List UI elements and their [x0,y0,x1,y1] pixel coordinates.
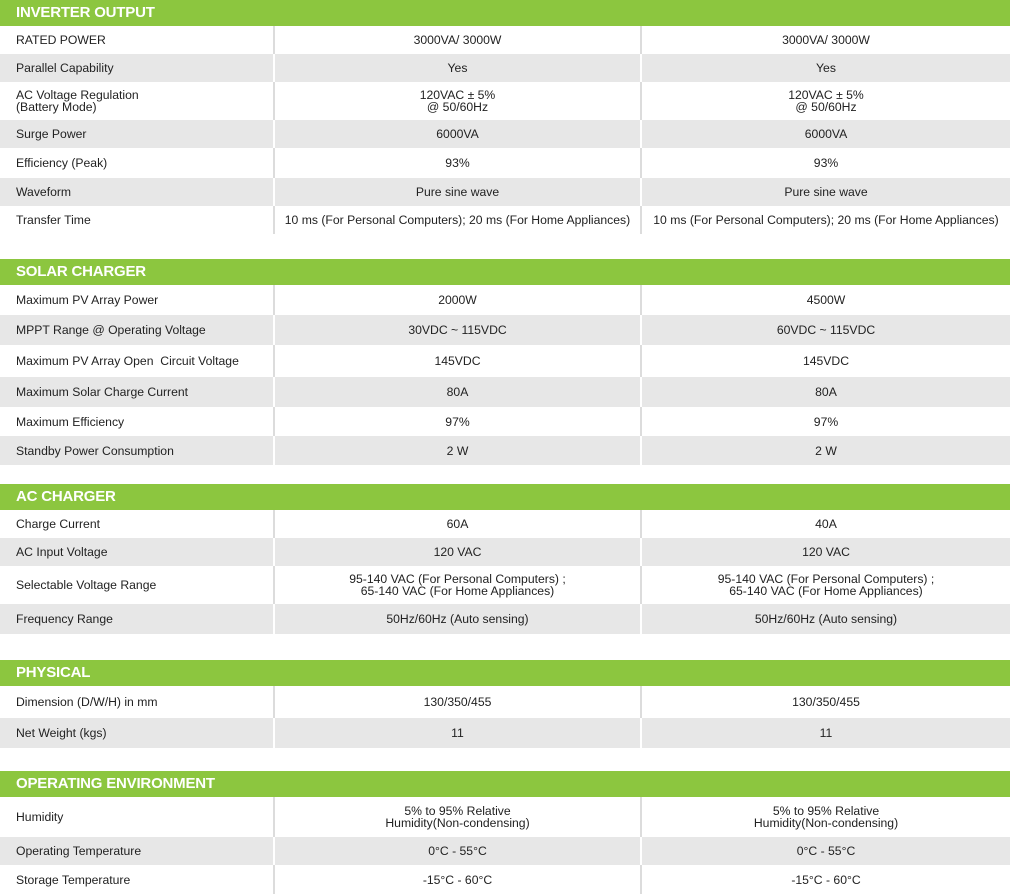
row-value-model-1: 6000VA [275,120,642,148]
row-value-model-1: -15°C - 60°C [275,865,642,894]
table-row [0,148,1010,178]
table-row [0,407,1010,436]
row-value-model-2: 93% [813,156,839,170]
row-label: Frequency Range [0,604,275,634]
row-value-model-2: 10 ms (For Personal Computers); 20 ms (For Home Appliances) [653,213,999,227]
row-value-model-2: 5% to 95% Relative Humidity(Non-condensing) [753,804,899,830]
row-value-model-2: 95-140 VAC (For Personal Computers) ; 65-140 VAC (For Home Appliances) [717,572,935,598]
row-label: MPPT Range @ Operating Voltage [0,315,275,345]
row-value-model-1: 120VAC ± 5% @ 50/60Hz [275,82,642,120]
table-row [0,538,1010,566]
row-label: Net Weight (kgs) [0,718,275,748]
row-value-model-1: 0°C - 55°C [275,837,642,865]
row-label: Maximum Efficiency [0,407,275,436]
row-label: Humidity [0,797,275,837]
row-label: Standby Power Consumption [0,436,275,465]
row-value-model-2: 11 [819,726,833,740]
row-label: Dimension (D/W/H) in mm [0,686,275,718]
row-label: Maximum PV Array Power [0,285,275,315]
section-title: INVERTER OUTPUT [0,0,1010,26]
table-row [0,837,1010,865]
row-value-model-1: 95-140 VAC (For Personal Computers) ; 65-140 VAC (For Home Appliances) [275,566,642,604]
table-row [0,82,1010,120]
row-value-model-1: 97% [275,407,642,436]
row-value-model-1: 120 VAC [275,538,642,566]
row-label: AC Voltage Regulation (Battery Mode) [0,82,275,120]
row-value-model-2: Pure sine wave [784,185,868,199]
row-label: Surge Power [0,120,275,148]
table-row [0,315,1010,345]
row-value-model-1: 2 W [275,436,642,465]
row-value-model-1: 50Hz/60Hz (Auto sensing) [275,604,642,634]
table-row [0,377,1010,407]
row-label: Waveform [0,178,275,206]
section-title: AC CHARGER [0,484,1010,510]
row-value-model-2: -15°C - 60°C [791,872,861,887]
row-value-model-2: 4500W [806,293,846,307]
table-row [0,54,1010,82]
row-label: Efficiency (Peak) [0,148,275,178]
table-row [0,566,1010,604]
section-title: PHYSICAL [0,660,1010,686]
row-value-model-1: 80A [275,377,642,407]
section-ac-charger [0,484,1010,634]
row-value-model-2: Yes [816,61,836,75]
table-row [0,285,1010,315]
row-label: RATED POWER [0,26,275,54]
row-value-model-2: 50Hz/60Hz (Auto sensing) [754,612,898,626]
row-label: Charge Current [0,510,275,538]
table-row [0,604,1010,634]
row-value-model-2: 6000VA [804,127,848,141]
row-label: Selectable Voltage Range [0,566,275,604]
table-row [0,865,1010,894]
section-title: OPERATING ENVIRONMENT [0,771,1010,797]
row-label: Parallel Capability [0,54,275,82]
table-row [0,26,1010,54]
table-row [0,510,1010,538]
row-value-model-1: 11 [275,718,642,748]
row-value-model-1: 10 ms (For Personal Computers); 20 ms (For Home Appliances) [275,206,642,234]
row-value-model-2: 145VDC [802,354,850,368]
row-value-model-1: 145VDC [275,345,642,377]
table-row [0,436,1010,465]
table-row [0,178,1010,206]
row-value-model-2: 80A [815,385,837,399]
row-label: Maximum PV Array Open Circuit Voltage [0,345,275,377]
table-row [0,206,1010,234]
row-value-model-1: 130/350/455 [275,686,642,718]
row-value-model-1: 5% to 95% Relative Humidity(Non-condensing) [275,797,642,837]
row-value-model-2: 3000VA/ 3000W [782,33,870,47]
row-value-model-1: 30VDC ~ 115VDC [275,315,642,345]
table-row [0,686,1010,718]
row-label: Operating Temperature [0,837,275,865]
row-value-model-2: 120 VAC [802,545,850,559]
table-row [0,120,1010,148]
row-label: Transfer Time [0,206,275,234]
row-value-model-2: 0°C - 55°C [796,844,856,858]
table-row [0,345,1010,377]
row-label: AC Input Voltage [0,538,275,566]
row-value-model-1: 3000VA/ 3000W [275,26,642,54]
row-value-model-2: 60VDC ~ 115VDC [776,323,876,337]
table-row [0,797,1010,837]
section-solar-charger [0,259,1010,465]
table-row [0,718,1010,748]
row-value-model-2: 120VAC ± 5% @ 50/60Hz [788,88,864,114]
row-value-model-2: 97% [813,414,839,429]
section-inverter-output [0,0,1010,234]
row-value-model-2: 40A [815,517,837,531]
row-value-model-2: 130/350/455 [792,695,860,709]
row-value-model-1: Yes [275,54,642,82]
section-operating-environment [0,771,1010,894]
row-value-model-1: 93% [275,148,642,178]
row-value-model-1: Pure sine wave [275,178,642,206]
row-value-model-2: 2 W [815,443,837,458]
section-title: SOLAR CHARGER [0,259,1010,285]
row-value-model-1: 2000W [275,285,642,315]
section-physical [0,660,1010,748]
row-label: Storage Temperature [0,865,275,894]
row-label: Maximum Solar Charge Current [0,377,275,407]
row-value-model-1: 60A [275,510,642,538]
